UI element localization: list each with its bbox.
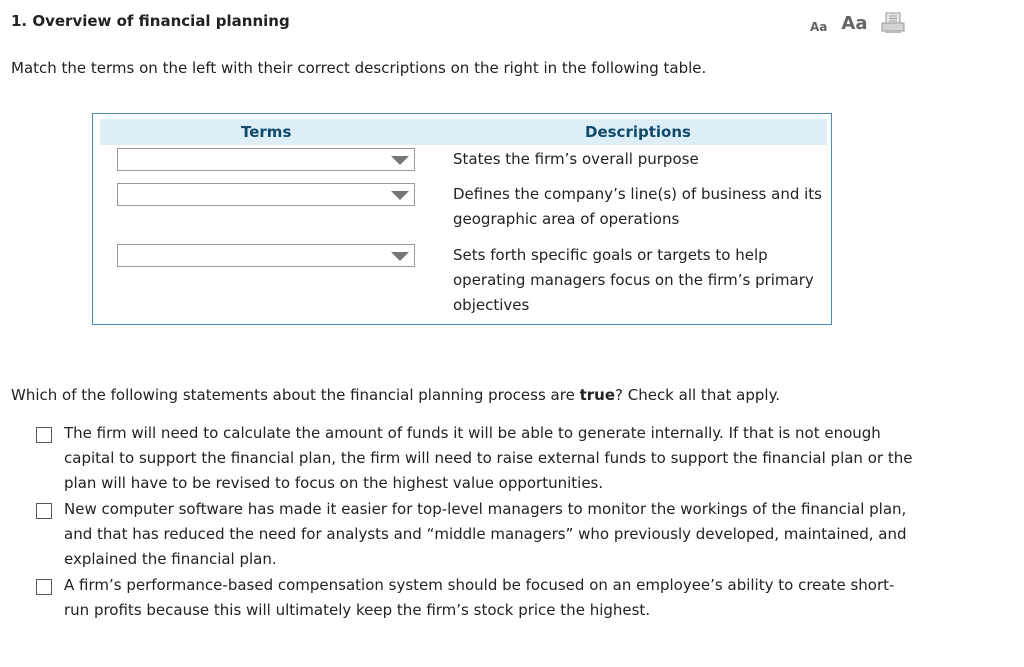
checkbox[interactable] bbox=[36, 427, 52, 443]
increase-font-button[interactable]: Aa bbox=[841, 13, 868, 34]
matching-table bbox=[92, 113, 832, 325]
term-select-1[interactable] bbox=[117, 148, 415, 171]
terms-header: Terms bbox=[241, 123, 292, 141]
print-icon[interactable] bbox=[881, 12, 905, 34]
chevron-down-icon bbox=[391, 252, 409, 261]
table-header bbox=[100, 119, 827, 145]
chevron-down-icon bbox=[391, 156, 409, 165]
option-text: A firm’s performance-based compensation system should be focused on an employee’s ability to create short-run profits because this will ultimately keep the firm’s stock price the highest. bbox=[64, 576, 895, 619]
matching-instruction: Match the terms on the left with their correct descriptions on the right in the following table. bbox=[11, 59, 707, 77]
question-title: 1. Overview of financial planning bbox=[11, 12, 290, 30]
checklist-prompt bbox=[11, 386, 780, 404]
checkbox[interactable] bbox=[36, 579, 52, 595]
chevron-down-icon bbox=[391, 191, 409, 200]
option-text: New computer software has made it easier for top-level managers to monitor the workings of the financial plan, and that has reduced the need for analysts and “middle managers” who previously developed, maintained, and explained the financial plan. bbox=[64, 500, 907, 568]
font-size-tools bbox=[810, 12, 905, 34]
descriptions-header: Descriptions bbox=[585, 123, 691, 141]
prompt-text: Which of the following statements about the financial planning process are bbox=[11, 386, 580, 404]
prompt-emphasis: true bbox=[579, 386, 615, 404]
option-text: The firm will need to calculate the amount of funds it will be able to generate internally. If that is not enough capital to support the financial plan, the firm will need to raise external funds to support the financial plan or the plan will have to be revised to focus on the highest value opportunities. bbox=[64, 424, 913, 492]
checkbox[interactable] bbox=[36, 503, 52, 519]
description-3: Sets forth specific goals or targets to help operating managers focus on the firm’s primary objectives bbox=[453, 246, 814, 314]
description-2: Defines the company’s line(s) of business and its geographic area of operations bbox=[453, 185, 822, 228]
term-select-3[interactable] bbox=[117, 244, 415, 267]
decrease-font-button[interactable]: Aa bbox=[810, 20, 828, 34]
term-select-2[interactable] bbox=[117, 183, 415, 206]
description-1: States the firm’s overall purpose bbox=[453, 150, 699, 168]
prompt-text-end: ? Check all that apply. bbox=[615, 386, 781, 404]
